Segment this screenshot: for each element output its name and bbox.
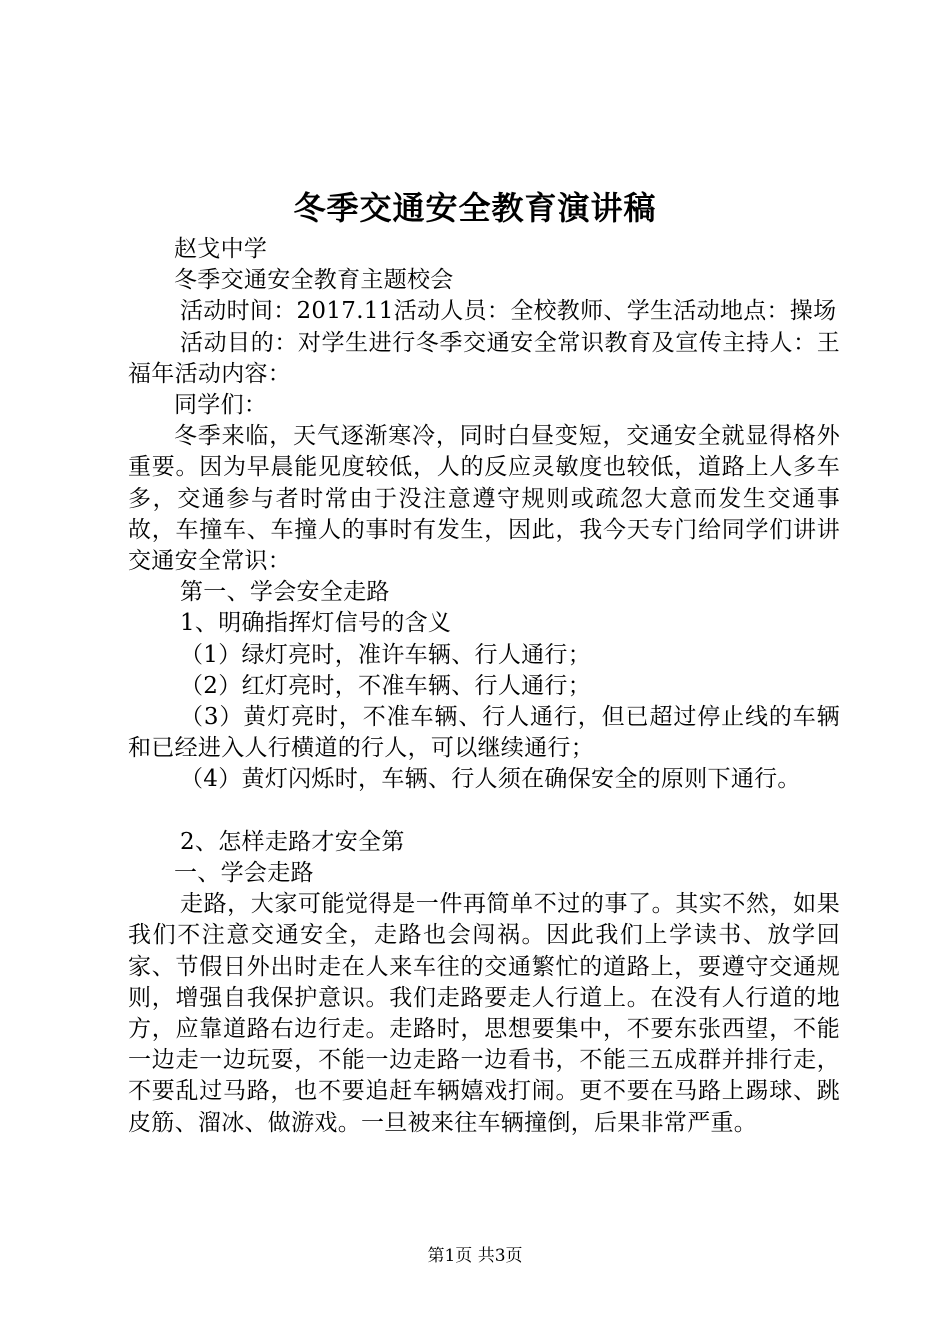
subsection-heading-1: 1、明确指挥灯信号的含义 [180,610,452,637]
subsection-heading-2: 2、怎样走路才安全第 [180,828,405,855]
section-heading-walking: 一、学会走路 [174,860,314,887]
event-name: 冬季交通安全教育主题校会 [174,267,454,294]
walking-paragraph: 走路，大家可能觉得是一件再简单不过的事了。其实不然，如果我们不注意交通安全，走路也会闯祸。因此我们上学读书、放学回家、节假日外出时走在人来车往的交通繁忙的道路上，要遵守交通规则，增强自我保护意识。我们走路要走人行道上。在没有人行道的地方，应靠道路右边行走。走路时，思想要集中，不要东张西望，不能一边走一边玩耍，不能一边走路一边看书，不能三五成群并排行走，不要乱过马路，也不要追赶车辆嬉戏打闹。更不要在马路上踢球、跳皮筋、溜冰、做游戏。一旦被来往车辆撞倒，后果非常严重。 [128,891,840,1136]
signal-rule-2: （2）红灯亮时，不准车辆、行人通行； [180,672,592,699]
section-heading-1: 第一、学会安全走路 [180,579,390,606]
document-body [128,234,840,1139]
signal-rule-4: （4）黄灯闪烁时，车辆、行人须在确保安全的原则下通行。 [180,766,801,793]
event-purpose: 活动目的：对学生进行冬季交通安全常识教育及宣传主持人：王福年活动内容： [128,329,840,387]
document-title: 冬季交通安全教育演讲稿 [293,189,657,227]
signal-rule-3: （3）黄灯亮时，不准车辆、行人通行，但已超过停止线的车辆和已经进入人行横道的行人，可以继续通行； [128,704,840,762]
school-name: 赵戈中学 [174,236,268,262]
signal-rule-1: （1）绿灯亮时，准许车辆、行人通行； [180,641,592,668]
blank-line [128,796,840,827]
greeting: 同学们： [174,392,268,419]
event-time-place: 活动时间：2017.11活动人员：全校教师、学生活动地点：操场 [180,298,837,325]
page-number: 第1页 共3页 [427,1246,523,1266]
intro-paragraph: 冬季来临，天气逐渐寒冷，同时白昼变短，交通安全就显得格外重要。因为早晨能见度较低，人的反应灵敏度也较低，道路上人多车多，交通参与者时常由于没注意遵守规则或疏忽大意而发生交通事故，车撞车、车撞人的事时有发生，因此，我今天专门给同学们讲讲交通安全常识： [128,423,840,575]
